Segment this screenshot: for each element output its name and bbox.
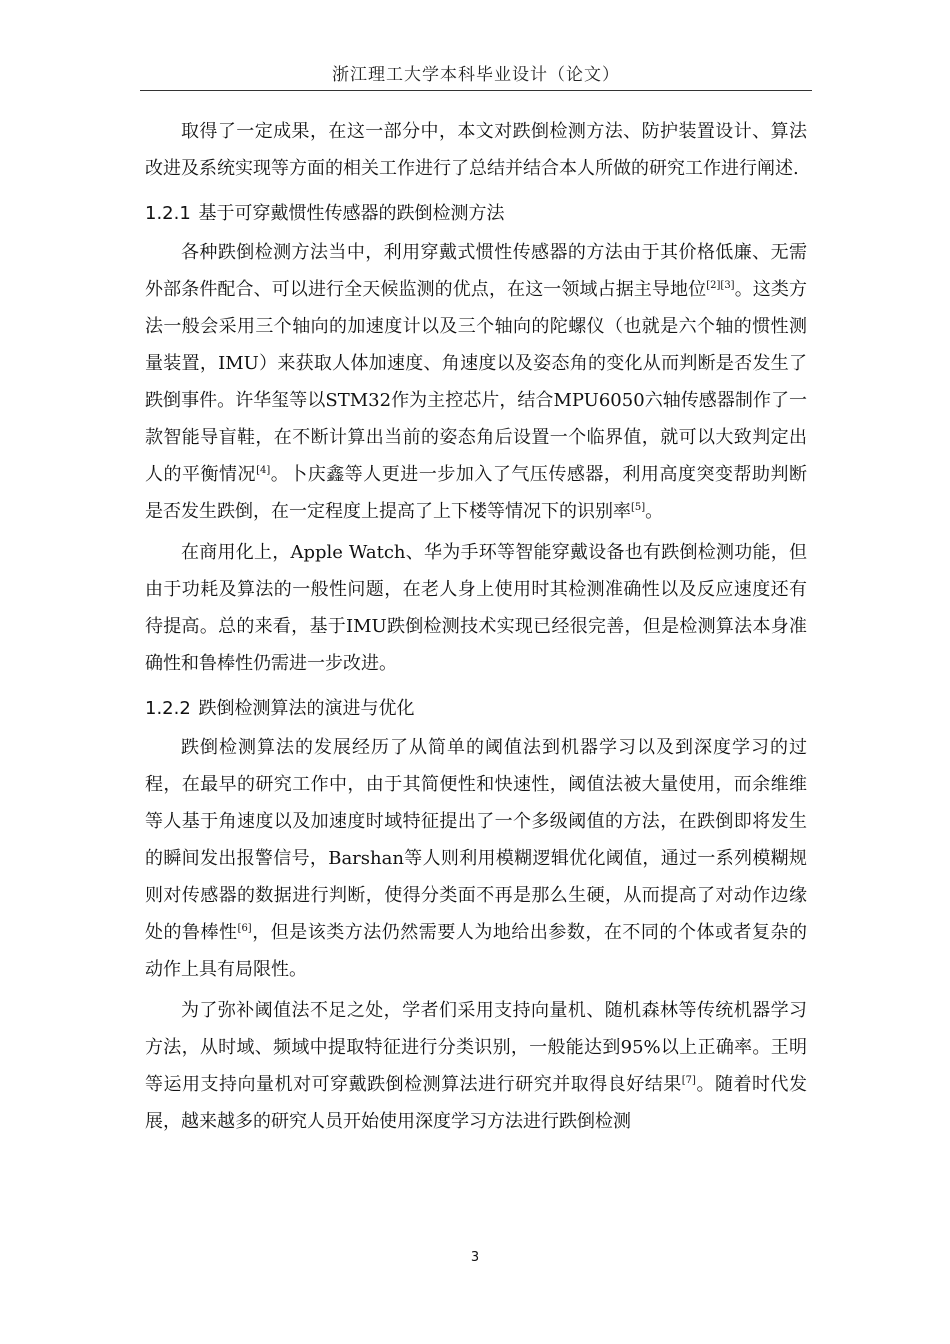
running-header: 浙江理工大学本科毕业设计（论文）: [332, 65, 620, 85]
paragraph-1-2-2-b: [145, 992, 807, 1140]
paragraph-text: 。随着时代发展，越来越多的研究人员开始使用深度学习方法进行跌倒检测: [145, 1074, 808, 1132]
paragraph-1-2-1-b: 在商用化上，Apple Watch、华为手环等智能穿戴设备也有跌倒检测功能，但由于功耗及算法的一般性问题，在老人身上使用时其检测准确性以及反应速度还有待提高。总的来看，基于IMU跌倒检测技术实现已经很完善，但是检测算法本身准确性和鲁棒性仍需进一步改进。: [145, 542, 807, 674]
paragraph-text: 。卜庆鑫等人更进一步加入了气压传感器，利用高度突变帮助判断是否发生跌倒，在一定程度上提高了上下楼等情况下的识别率: [145, 464, 808, 522]
paragraph-text: ，但是该类方法仍然需要人为地给出参数，在不同的个体或者复杂的动作上具有局限性。: [145, 922, 807, 980]
intro-paragraph: 取得了一定成果，在这一部分中，本文对跌倒检测方法、防护装置设计、算法改进及系统实现等方面的相关工作进行了总结并结合本人所做的研究工作进行阐述.: [145, 121, 807, 179]
page-number: 3: [470, 1250, 480, 1265]
paragraph-1-2-2-a: [145, 729, 807, 988]
paragraph-text: 。: [645, 501, 664, 522]
citation-ref: [7]: [681, 1075, 696, 1086]
citation-ref: [2]: [706, 280, 721, 291]
section-title: 跌倒检测算法的演进与优化: [198, 698, 415, 719]
paragraph-text: 。这类方法一般会采用三个轴向的加速度计以及三个轴向的陀螺仪（也就是六个轴的惯性测量装置，IMU）来获取人体加速度、角速度以及姿态角的变化从而判断是否发生了跌倒事件。许华玺等以STM32作为主控芯片，结合MPU6050六轴传感器制作了一款智能导盲鞋，在不断计算出当前的姿态角后设置一个临界值，就可以大致判定出人的平衡情况: [145, 279, 808, 485]
paragraph-text: 各种跌倒检测方法当中，利用穿戴式惯性传感器的方法由于其价格低廉、无需外部条件配合、可以进行全天候监测的优点，在这一领域占据主导地位: [145, 242, 807, 300]
section-heading-1-2-1: [145, 195, 807, 232]
paragraph-1-2-1-a: [145, 234, 807, 530]
paragraph-text: 跌倒检测算法的发展经历了从简单的阈值法到机器学习以及到深度学习的过程，在最早的研究工作中，由于其简便性和快速性，阈值法被大量使用，而余维维等人基于角速度以及加速度时域特征提出了一个多级阈值的方法，在跌倒即将发生的瞬间发出报警信号，Barshan等人则利用模糊逻辑优化阈值，通过一系列模糊规则对传感器的数据进行判断，使得分类面不再是那么生硬，从而提高了对动作边缘处的鲁棒性: [145, 737, 807, 943]
section-heading-1-2-2: [145, 690, 807, 727]
citation-ref: [4]: [256, 465, 271, 476]
section-number: 1.2.2: [145, 698, 191, 719]
header-rule: [140, 90, 812, 91]
section-title: 基于可穿戴惯性传感器的跌倒检测方法: [198, 203, 505, 224]
citation-ref: [3]: [720, 280, 735, 291]
page-body: [145, 113, 807, 1140]
citation-ref: [5]: [631, 502, 646, 513]
paragraph-text: 为了弥补阈值法不足之处，学者们采用支持向量机、随机森林等传统机器学习方法，从时域、频域中提取特征进行分类识别，一般能达到95%以上正确率。王明等运用支持向量机对可穿戴跌倒检测算法进行研究并取得良好结果: [145, 1000, 807, 1095]
section-number: 1.2.1: [145, 203, 191, 224]
citation-ref: [6]: [237, 923, 252, 934]
